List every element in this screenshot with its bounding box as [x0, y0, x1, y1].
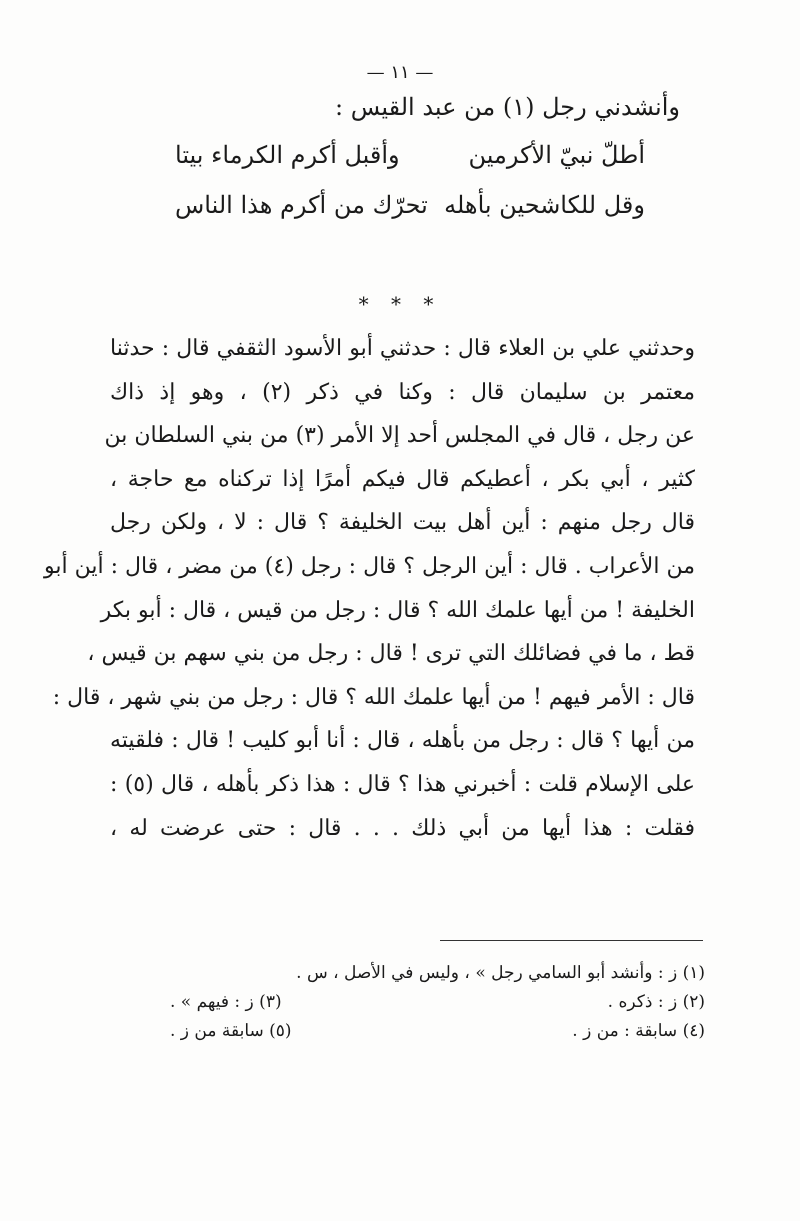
footnote-row	[170, 958, 705, 987]
prose-line: قال : الأمر فيهم ! من أيها علمك الله ؟ قال : رجل من بني شهر ، قال :	[52, 684, 695, 710]
prose-line: على الإسلام قلت : أخبرني هذا ؟ قال : هذا ذكر بأهله ، قال (٥) :	[110, 771, 695, 797]
verse-line	[175, 180, 645, 230]
verse-line	[175, 130, 645, 180]
section-separator: * * *	[358, 292, 442, 316]
prose-line: قال رجل منهم : أين أهل بيت الخليفة ؟ قال : لا ، ولكن رجل	[110, 510, 695, 536]
footnotes	[170, 958, 705, 1045]
prose-line: معتمر بن سليمان قال : وكنا في ذكر (٢) ، وهو إذ ذاك	[110, 379, 696, 405]
footnote: (١) ز : وأنشد أبو السامي رجل » ، وليس في الأصل ، س .	[296, 962, 705, 983]
footnote: (٥) سابقة من ز .	[170, 1020, 292, 1041]
prose-line: قط ، ما في فضائلك التي ترى ! قال : رجل من بني سهم بن قيس ،	[87, 641, 695, 667]
footnote-divider	[440, 940, 703, 941]
prose-line: الخليفة ! من أيها علمك الله ؟ قال : رجل من قيس ، قال : أبو بكر	[100, 597, 695, 623]
footnote-row	[170, 1016, 705, 1045]
footnote: (٢) ز : ذكره .	[607, 991, 705, 1012]
prose-line: كثير ، أبي بكر ، أعطيكم قال فيكم أمرًا إذا تركناه مع حاجة ،	[110, 466, 695, 492]
verse-second-hemistich: تحرّك من أكرم هذا الناس	[175, 191, 428, 219]
prose-line: من أيها ؟ قال : رجل من بأهله ، قال : أنا أبو كليب ! قال : فلقيته	[110, 728, 695, 754]
prose-body	[44, 327, 696, 850]
prose-line: من الأعراب . قال : أين الرجل ؟ قال : رجل (٤) من مضر ، قال : أين أبو	[44, 553, 695, 579]
footnote: (٤) سابقة : من ز .	[572, 1020, 705, 1041]
verse-second-hemistich: وأقبل أكرم الكرماء بيتا	[175, 141, 400, 169]
prose-line: فقلت : هذا أيها من أبي ذلك . . . قال : حتى عرضت له ،	[110, 815, 695, 841]
verse-introduction: وأنشدني رجل (١) من عبد القيس :	[335, 93, 680, 121]
verse-first-hemistich: أطلّ نبيّ الأكرمين	[468, 141, 645, 169]
footnote: (٣) ز : فيهم » .	[170, 991, 282, 1012]
verse-first-hemistich: وقل للكاشحين بأهله	[444, 191, 645, 219]
prose-line: عن رجل ، قال في المجلس أحد إلا الأمر (٣) من بني السلطان بن	[104, 423, 695, 449]
page-number: — ١١ —	[366, 62, 434, 83]
poem-verses	[175, 130, 645, 230]
footnote-row	[170, 987, 705, 1016]
prose-line: وحدثني علي بن العلاء قال : حدثني أبو الأسود الثقفي قال : حدثنا	[110, 336, 695, 361]
